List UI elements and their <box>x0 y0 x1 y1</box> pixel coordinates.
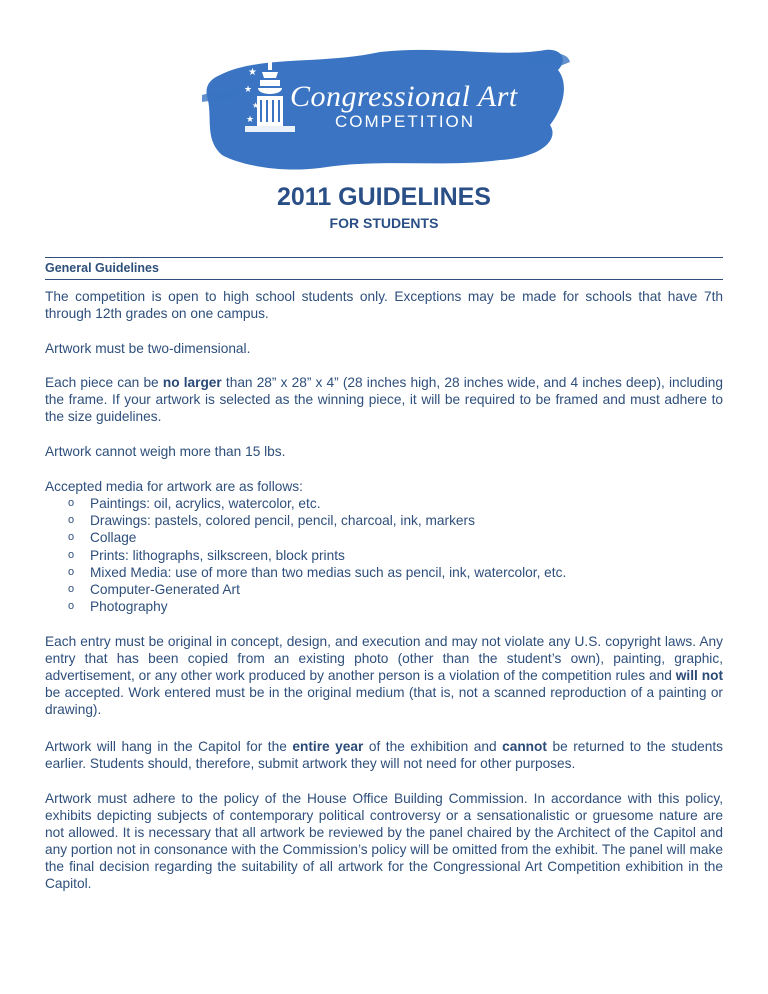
logo-subwordmark: COMPETITION <box>335 112 476 131</box>
emphasis: entire year <box>292 739 364 754</box>
list-item-label: Prints: lithographs, silkscreen, block prints <box>90 547 345 563</box>
paragraph-policy: Artwork must adhere to the policy of the House Office Building Commission. In accordance with this policy, exhibits depicting subjects of contemporary political controversy or a sensationalistic or gruesome nature are not allowed. It is necessary that all artwork be reviewed by the panel chaired by the Architect of the Capitol and any portion not in consonance with the Commission’s policy will be omitted from the exhibit. The panel will make the final decision regarding the suitability of all artwork for the Congressional Art Competition exhibition in the Capitol. <box>45 791 723 891</box>
svg-text:★: ★ <box>248 67 257 78</box>
paragraph-dimension: Artwork must be two-dimensional. <box>45 341 251 356</box>
text-run: Each piece can be <box>45 375 163 390</box>
section-heading: General Guidelines <box>45 261 159 275</box>
bullet-icon: o <box>68 600 75 613</box>
text-run: than 28” x 28” x 4” (28 inches high, 28 inches wide, and 4 inches deep), including the frame. If your artwork is selected as the winning piece, it will be required to be framed and must adhere to the size guidelines. <box>45 375 723 424</box>
list-item-label: Computer-Generated Art <box>90 582 240 598</box>
paragraph-weight: Artwork cannot weigh more than 15 lbs. <box>45 444 286 459</box>
list-item-label: Drawings: pastels, colored pencil, pencil, charcoal, ink, markers <box>90 513 475 529</box>
list-item-label: Mixed Media: use of more than two medias such as pencil, ink, watercolor, etc. <box>90 564 567 580</box>
paragraph-eligibility: The competition is open to high school students only. Exceptions may be made for schools that have 7th through 12th grades on one campus. <box>45 289 723 321</box>
media-list <box>45 495 566 615</box>
paragraph-originality <box>45 633 723 718</box>
list-item <box>45 495 566 512</box>
section-header <box>45 257 723 280</box>
list-item <box>45 564 566 581</box>
text-run: be returned to the students earlier. Students should, therefore, submit artwork they will not need for other purposes. <box>45 739 723 771</box>
bullet-icon: o <box>68 514 75 527</box>
list-item <box>45 529 566 546</box>
page-subtitle: FOR STUDENTS <box>329 215 439 231</box>
emphasis: no larger <box>162 375 222 390</box>
list-item-label: Collage <box>90 530 137 546</box>
list-item <box>45 581 566 598</box>
list-item-label: Paintings: oil, acrylics, watercolor, etc. <box>90 496 321 511</box>
text-run: Each entry must be original in concept, design, and execution and may not violate any U.S. copyright laws. Any entry that has been copied from an existing photo (other than the student’s own), painting, graphic, advertisement, or any other work produced by another person is a violation of the competition rules and <box>45 634 723 683</box>
list-item <box>45 547 566 564</box>
svg-text:★: ★ <box>252 101 260 110</box>
paragraph-media-intro: Accepted media for artwork are as follows: <box>45 479 303 494</box>
list-item <box>45 598 566 615</box>
list-item <box>45 512 566 529</box>
page-title: 2011 GUIDELINES <box>277 183 491 211</box>
logo-wordmark: Congressional Art <box>290 80 518 113</box>
text-run: Artwork will hang in the Capitol for the <box>45 739 293 754</box>
bullet-icon: o <box>68 497 75 509</box>
bullet-icon: o <box>68 583 75 596</box>
paragraph-size <box>45 374 723 425</box>
text-run: be accepted. Work entered must be in the original medium (that is, not a scanned reproduction of a painting or drawing). <box>45 685 723 717</box>
emphasis: will not <box>675 668 724 683</box>
svg-text:★: ★ <box>246 115 255 125</box>
paragraph-exhibition <box>45 738 723 772</box>
text-run: of the exhibition and <box>363 739 503 754</box>
bullet-icon: o <box>68 548 75 561</box>
emphasis: cannot <box>502 739 547 754</box>
bullet-icon: o <box>68 531 75 544</box>
bullet-icon: o <box>68 565 75 578</box>
list-item-label: Photography <box>90 599 168 615</box>
svg-text:★: ★ <box>244 85 253 95</box>
